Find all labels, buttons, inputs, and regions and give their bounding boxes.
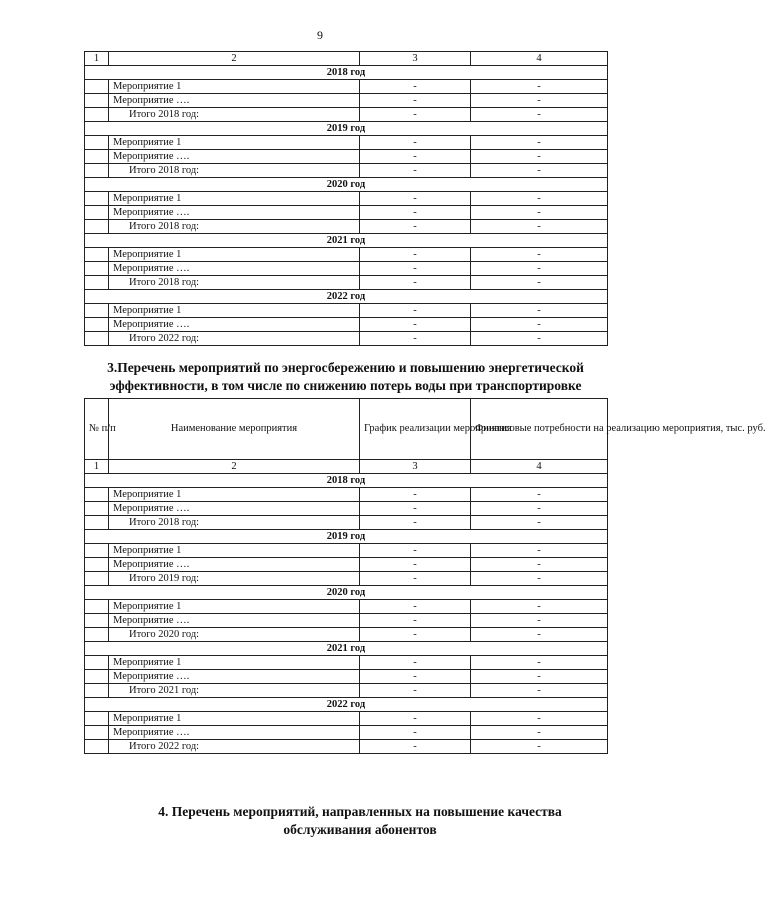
header-num: № п/п [85,399,109,460]
measure-name: Мероприятие 1 [109,544,360,558]
row-number-cell [85,150,109,164]
row-number-cell [85,262,109,276]
row-number-cell [85,192,109,206]
measure-name: Итого 2022 год: [109,332,360,346]
row-number-cell [85,318,109,332]
measure-row [85,600,608,614]
measure-row [85,94,608,108]
year-label: 2019 год [85,530,608,544]
measure-name: Мероприятие 1 [109,656,360,670]
finance-value: - [471,192,608,206]
schedule-value: - [360,614,471,628]
finance-value: - [471,276,608,290]
schedule-value: - [360,516,471,530]
measure-name: Мероприятие …. [109,262,360,276]
table-header-row [85,399,608,460]
schedule-value: - [360,150,471,164]
year-label: 2020 год [85,178,608,192]
schedule-value: - [360,206,471,220]
finance-value: - [471,206,608,220]
finance-value: - [471,572,608,586]
finance-value: - [471,318,608,332]
finance-value: - [471,600,608,614]
total-row [85,108,608,122]
schedule-value: - [360,262,471,276]
schedule-value: - [360,544,471,558]
total-row [85,276,608,290]
finance-value: - [471,488,608,502]
row-number-cell [85,516,109,530]
finance-value: - [471,516,608,530]
section-4-title-line2: обслуживания абонентов [283,822,437,837]
section-3-title-line2: эффективности, в том числе по снижению потерь воды при транспортировке [109,378,582,393]
year-label: 2022 год [85,290,608,304]
column-number-row [85,460,608,474]
measure-name: Мероприятие 1 [109,712,360,726]
finance-value: - [471,614,608,628]
finance-value: - [471,670,608,684]
year-row [85,530,608,544]
measure-name: Мероприятие …. [109,558,360,572]
measure-name: Мероприятие 1 [109,600,360,614]
measure-name: Мероприятие 1 [109,136,360,150]
schedule-value: - [360,332,471,346]
finance-value: - [471,332,608,346]
measure-name: Итого 2019 год: [109,572,360,586]
finance-value: - [471,164,608,178]
total-row [85,684,608,698]
measure-row [85,304,608,318]
measure-name: Мероприятие 1 [109,248,360,262]
row-number-cell [85,670,109,684]
total-row [85,332,608,346]
column-number: 4 [471,460,608,474]
row-number-cell [85,220,109,234]
total-row [85,572,608,586]
row-number-cell [85,502,109,516]
finance-value: - [471,262,608,276]
measure-name: Итого 2018 год: [109,220,360,234]
measure-name: Итого 2018 год: [109,108,360,122]
section-3-title [84,359,607,395]
measure-row [85,558,608,572]
measure-name: Мероприятие 1 [109,80,360,94]
row-number-cell [85,80,109,94]
finance-value: - [471,150,608,164]
schedule-value: - [360,94,471,108]
year-row [85,290,608,304]
column-number: 2 [109,52,360,66]
schedule-value: - [360,164,471,178]
schedule-value: - [360,670,471,684]
row-number-cell [85,726,109,740]
row-number-cell [85,276,109,290]
finance-value: - [471,502,608,516]
measure-row [85,248,608,262]
energy-efficiency-measures-table [84,398,766,754]
row-number-cell [85,488,109,502]
row-number-cell [85,684,109,698]
schedule-value: - [360,80,471,94]
schedule-value: - [360,108,471,122]
measure-row [85,192,608,206]
section-4-title-line1: 4. Перечень мероприятий, направленных на повышение качества [158,804,562,819]
schedule-value: - [360,726,471,740]
schedule-value: - [360,712,471,726]
row-number-cell [85,94,109,108]
finance-value: - [471,248,608,262]
column-number: 2 [109,460,360,474]
section-4-title [120,803,600,839]
finance-value: - [471,656,608,670]
measure-name: Мероприятие 1 [109,304,360,318]
measure-name: Мероприятие …. [109,206,360,220]
measure-row [85,712,608,726]
measure-name: Итого 2020 год: [109,628,360,642]
year-row [85,122,608,136]
schedule-value: - [360,276,471,290]
finance-value: - [471,712,608,726]
column-number-row [85,52,608,66]
schedule-value: - [360,248,471,262]
column-number: 1 [85,52,109,66]
measure-name: Мероприятие 1 [109,192,360,206]
schedule-value: - [360,628,471,642]
column-number: 1 [85,460,109,474]
finance-value: - [471,80,608,94]
year-row [85,586,608,600]
row-number-cell [85,558,109,572]
column-number: 3 [360,52,471,66]
year-label: 2018 год [85,66,608,80]
schedule-value: - [360,488,471,502]
measure-row [85,726,608,740]
schedule-value: - [360,600,471,614]
row-number-cell [85,712,109,726]
row-number-cell [85,544,109,558]
year-label: 2019 год [85,122,608,136]
year-row [85,234,608,248]
row-number-cell [85,614,109,628]
measure-name: Мероприятие …. [109,318,360,332]
measure-name: Мероприятие …. [109,670,360,684]
finance-value: - [471,544,608,558]
measure-name: Мероприятие 1 [109,488,360,502]
measure-row [85,206,608,220]
measure-row [85,136,608,150]
row-number-cell [85,656,109,670]
header-schedule: График реализации мероприятия [360,399,471,460]
section-3-title-line1: 3.Перечень мероприятий по энергосбережению и повышению энергетической [107,360,584,375]
finance-value: - [471,684,608,698]
measure-name: Итого 2021 год: [109,684,360,698]
measure-row [85,502,608,516]
schedule-value: - [360,220,471,234]
year-row [85,698,608,712]
row-number-cell [85,600,109,614]
measures-table-continued [84,51,608,346]
column-number: 3 [360,460,471,474]
schedule-value: - [360,136,471,150]
row-number-cell [85,248,109,262]
row-number-cell [85,164,109,178]
schedule-value: - [360,740,471,754]
header-name: Наименование мероприятия [109,399,360,460]
year-row [85,474,608,488]
schedule-value: - [360,502,471,516]
year-label: 2021 год [85,234,608,248]
total-row [85,220,608,234]
row-number-cell [85,304,109,318]
measure-name: Итого 2018 год: [109,164,360,178]
measure-name: Мероприятие …. [109,726,360,740]
schedule-value: - [360,318,471,332]
page-number: 9 [317,28,323,42]
measure-row [85,80,608,94]
schedule-value: - [360,304,471,318]
measure-name: Мероприятие …. [109,150,360,164]
row-number-cell [85,206,109,220]
row-number-cell [85,136,109,150]
row-number-cell [85,572,109,586]
column-number: 4 [471,52,608,66]
row-number-cell [85,740,109,754]
total-row [85,740,608,754]
measure-row [85,670,608,684]
header-finance: Финансовые потребности на реализацию мероприятия, тыс. руб. [471,399,608,460]
finance-value: - [471,108,608,122]
measure-row [85,262,608,276]
measure-row [85,318,608,332]
finance-value: - [471,94,608,108]
measure-name: Мероприятие …. [109,502,360,516]
schedule-value: - [360,656,471,670]
schedule-value: - [360,558,471,572]
measure-name: Итого 2018 год: [109,276,360,290]
finance-value: - [471,304,608,318]
measure-row [85,544,608,558]
total-row [85,628,608,642]
finance-value: - [471,726,608,740]
row-number-cell [85,628,109,642]
finance-value: - [471,558,608,572]
year-label: 2022 год [85,698,608,712]
schedule-value: - [360,572,471,586]
measure-row [85,656,608,670]
year-row [85,642,608,656]
measure-row [85,614,608,628]
finance-value: - [471,628,608,642]
finance-value: - [471,740,608,754]
year-row [85,66,608,80]
measure-name: Итого 2022 год: [109,740,360,754]
year-row [85,178,608,192]
year-label: 2020 год [85,586,608,600]
measure-name: Итого 2018 год: [109,516,360,530]
measure-name: Мероприятие …. [109,94,360,108]
schedule-value: - [360,684,471,698]
total-row [85,164,608,178]
year-label: 2021 год [85,642,608,656]
year-label: 2018 год [85,474,608,488]
row-number-cell [85,108,109,122]
total-row [85,516,608,530]
measure-row [85,150,608,164]
finance-value: - [471,136,608,150]
finance-value: - [471,220,608,234]
measure-row [85,488,608,502]
measure-name: Мероприятие …. [109,614,360,628]
schedule-value: - [360,192,471,206]
row-number-cell [85,332,109,346]
